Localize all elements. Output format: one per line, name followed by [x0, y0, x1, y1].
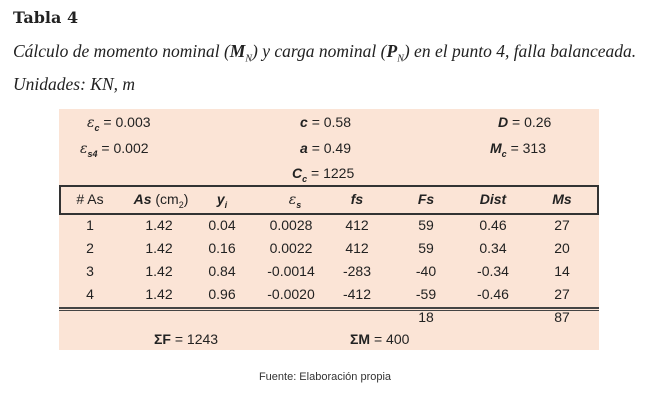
param-epsilon-s4	[80, 140, 149, 159]
cell-epsilon-s: -0.0020	[267, 286, 315, 302]
cell-num-as: 4	[86, 286, 94, 302]
totals-separator-bottom	[59, 310, 599, 311]
sum-F-label: ΣF	[154, 331, 171, 347]
param-Mc	[490, 140, 546, 159]
param-Cc	[292, 165, 354, 184]
caption-moment-subscript: N	[245, 53, 253, 65]
a-label: a	[300, 140, 308, 156]
header-fs: fs	[350, 191, 364, 207]
table-number: Tabla 4	[13, 8, 79, 27]
cell-Fs: -59	[415, 286, 437, 302]
c-label: c	[300, 114, 308, 130]
table-source: Fuente: Elaboración propia	[258, 371, 392, 383]
cell-Fs: -40	[415, 263, 437, 279]
caption-moment-symbol: M	[229, 41, 246, 61]
cell-yi: 0.84	[208, 263, 236, 279]
c-value: = 0.58	[311, 114, 352, 130]
caption-load-subscript: N	[397, 53, 404, 65]
caption-load-symbol: P	[386, 41, 398, 61]
cell-as: 1.42	[145, 217, 173, 233]
cell-num-as: 3	[86, 263, 94, 279]
header-Fs: Fs	[417, 191, 435, 207]
epsilon-symbol: ε	[80, 141, 88, 157]
Cc-value: = 1225	[311, 165, 355, 181]
epsilon-s4-subscript: s4	[87, 148, 98, 159]
results-table	[59, 109, 599, 350]
a-value: = 0.49	[311, 140, 352, 156]
total-ms: 87	[554, 309, 570, 325]
cell-epsilon-s: 0.0028	[269, 217, 313, 233]
header-as-unit-end: )	[183, 191, 189, 207]
cell-fs: 412	[345, 240, 369, 256]
sum-F-value: = 1243	[174, 331, 219, 347]
Cc-subscript: c	[302, 173, 308, 184]
Cc-label: C	[292, 165, 303, 181]
caption-part-1: Cálculo de momento nominal (	[13, 41, 230, 61]
sum-F	[154, 331, 218, 347]
sum-M	[350, 331, 409, 347]
cell-yi: 0.16	[208, 240, 236, 256]
header-ms: Ms	[552, 191, 572, 207]
param-epsilon-c	[87, 114, 151, 133]
sum-M-value: = 400	[373, 331, 410, 347]
sum-M-label: ΣM	[350, 331, 371, 347]
header-yi	[187, 191, 257, 210]
header-as-unit-sub: 2	[178, 199, 184, 210]
header-dist: Dist	[479, 191, 507, 207]
header-as-label: As	[133, 191, 152, 207]
header-as-unit: (cm	[155, 191, 179, 207]
cell-as: 1.42	[145, 286, 173, 302]
cell-as: 1.42	[145, 263, 173, 279]
cell-dist: 0.46	[479, 217, 507, 233]
cell-fs: 412	[345, 217, 369, 233]
cell-ms: 14	[554, 263, 570, 279]
cell-yi: 0.96	[208, 286, 236, 302]
header-epsilon-subscript: s	[296, 199, 302, 210]
cell-dist: -0.34	[477, 263, 509, 279]
epsilon-s4-value: = 0.002	[101, 140, 149, 156]
param-D	[498, 114, 551, 130]
table-caption	[13, 39, 643, 96]
cell-as: 1.42	[145, 240, 173, 256]
param-c	[300, 114, 351, 130]
header-epsilon-s	[260, 191, 330, 210]
cell-ms: 27	[554, 286, 570, 302]
cell-epsilon-s: 0.0022	[269, 240, 313, 256]
cell-num-as: 1	[86, 217, 94, 233]
epsilon-c-subscript: c	[94, 122, 100, 133]
cell-dist: 0.34	[479, 240, 507, 256]
cell-fs: -412	[342, 286, 372, 302]
D-value: = 0.26	[512, 114, 552, 130]
param-a	[300, 140, 351, 156]
Mc-subscript: c	[501, 148, 507, 159]
Mc-label: M	[490, 140, 502, 156]
cell-yi: 0.04	[208, 217, 236, 233]
header-yi-label: y	[216, 191, 225, 207]
caption-part-3: ) en el punto 4, falla balanceada. Unidades: KN, m	[13, 41, 637, 94]
epsilon-c-value: = 0.003	[103, 114, 151, 130]
cell-ms: 20	[554, 240, 570, 256]
cell-num-as: 2	[86, 240, 94, 256]
header-epsilon-symbol: ε	[288, 192, 297, 208]
cell-dist: -0.46	[477, 286, 509, 302]
header-yi-subscript: i	[224, 199, 228, 210]
D-label: D	[498, 114, 509, 130]
total-Fs: 18	[418, 309, 434, 325]
cell-ms: 27	[554, 217, 570, 233]
cell-epsilon-s: -0.0014	[267, 263, 315, 279]
header-num-as: # As	[76, 191, 104, 207]
Mc-value: = 313	[510, 140, 547, 156]
caption-part-2: ) y carga nominal (	[252, 41, 387, 61]
totals-separator-top	[59, 307, 599, 309]
cell-fs: -283	[342, 263, 372, 279]
epsilon-symbol: ε	[87, 115, 95, 131]
cell-Fs: 59	[418, 217, 434, 233]
cell-Fs: 59	[418, 240, 434, 256]
